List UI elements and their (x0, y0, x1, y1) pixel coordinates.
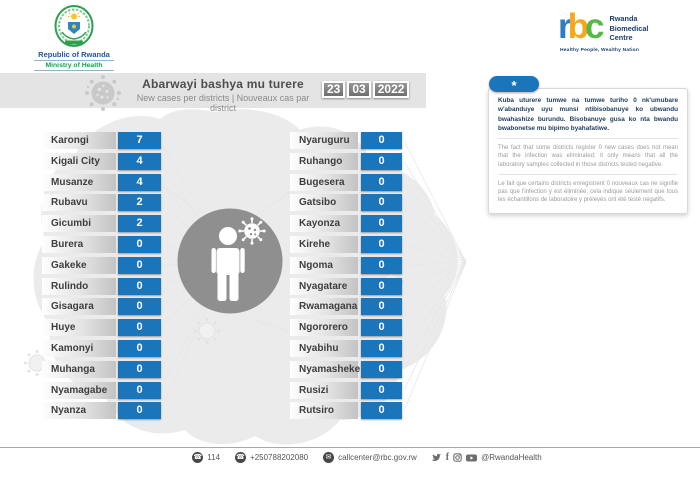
district-row (42, 340, 161, 357)
district-new-cases: 0 (118, 319, 161, 336)
district-row (290, 257, 402, 274)
district-row (290, 194, 402, 211)
district-name: Musanze (42, 174, 116, 191)
instagram-icon (453, 453, 462, 462)
person-head (219, 227, 237, 245)
phone-contact (235, 452, 308, 463)
district-row (290, 402, 402, 419)
rbc-name: Rwanda Biomedical Centre (609, 14, 649, 42)
district-name: Nyamasheke (290, 361, 358, 378)
district-row (290, 298, 402, 315)
district-new-cases: 0 (118, 236, 161, 253)
district-name: Rusizi (290, 382, 358, 399)
notice-text-kinyarwanda: Kuba uturere tumwe na tumwe turiho 0 nk'umubare w'abanduye uyu munsi ntibisobanuye ko ubwandu bwahashize burundu. Bisobanuye gusa ko nta bwandu bwabonetse mu bipimo byahafatiwe. (498, 97, 678, 132)
email-contact (323, 452, 417, 463)
person-leg (218, 273, 227, 301)
district-name: Nyaruguru (290, 132, 358, 149)
district-name: Ngororero (290, 319, 358, 336)
district-name: Kamonyi (42, 340, 116, 357)
district-row (290, 236, 402, 253)
district-new-cases: 0 (361, 236, 402, 253)
district-name: Rutsiro (290, 402, 358, 419)
district-row (42, 194, 161, 211)
district-new-cases: 0 (361, 361, 402, 378)
person-leg (230, 273, 239, 301)
rbc-letters: rbc (558, 7, 601, 46)
ministry-logo-block (18, 5, 130, 71)
hotline-number: 114 (207, 453, 221, 462)
footer-contacts (0, 452, 700, 463)
virus-icon (238, 217, 265, 244)
district-row (290, 319, 402, 336)
date-year: 2022 (373, 81, 410, 98)
district-row (290, 174, 402, 191)
district-new-cases: 0 (361, 174, 402, 191)
district-name: Burera (42, 236, 116, 253)
phone-icon: ☎ (193, 454, 203, 461)
district-name: Karongi (42, 132, 116, 149)
phone-number: +250788202080 (250, 453, 309, 462)
footer-divider (0, 447, 700, 448)
district-name: Nyanza (42, 402, 116, 419)
district-row (42, 319, 161, 336)
district-new-cases: 4 (118, 153, 161, 170)
district-new-cases: 0 (361, 298, 402, 315)
youtube-icon (466, 454, 477, 462)
district-name: Kirehe (290, 236, 358, 253)
district-row (290, 215, 402, 232)
person-virus-graphic (178, 209, 283, 314)
notice-box (488, 78, 688, 214)
district-name: Gakeke (42, 257, 116, 274)
district-row (42, 382, 161, 399)
district-column-right (290, 132, 402, 423)
district-name: Ngoma (290, 257, 358, 274)
district-new-cases: 0 (361, 132, 402, 149)
district-name: Gisagara (42, 298, 116, 315)
district-name: Kayonza (290, 215, 358, 232)
district-row (290, 278, 402, 295)
district-new-cases: 2 (118, 194, 161, 211)
person-torso (217, 248, 240, 275)
ministry-label: Ministry of Health (34, 60, 114, 71)
district-new-cases: 0 (361, 382, 402, 399)
twitter-icon (432, 453, 442, 462)
district-row (42, 174, 161, 191)
district-new-cases: 0 (118, 402, 161, 419)
district-name: Nyamagabe (42, 382, 116, 399)
district-new-cases: 0 (118, 340, 161, 357)
district-new-cases: 0 (118, 278, 161, 295)
virus-watermark-banner-icon (80, 70, 126, 116)
district-name: Kigali City (42, 153, 116, 170)
district-row (42, 153, 161, 170)
divider (498, 138, 678, 139)
district-new-cases: 0 (361, 194, 402, 211)
email-address: callcenter@rbc.gov.rw (338, 453, 417, 462)
district-new-cases: 0 (361, 340, 402, 357)
date-month: 03 (347, 81, 370, 98)
district-name: Rubavu (42, 194, 116, 211)
banner-text (128, 77, 318, 113)
notice-text-french: Le fait que certains districts enregistrent 0 nouveaux cas ne signifie pas que l'infection y est éliminée; cela indique seulement que tous les échantillons de laboratoire y prélevés ont été testé négatifs. (498, 180, 678, 204)
district-new-cases: 4 (118, 174, 161, 191)
district-new-cases: 0 (361, 319, 402, 336)
district-new-cases: 0 (361, 215, 402, 232)
district-name: Nyabihu (290, 340, 358, 357)
district-new-cases: 7 (118, 132, 161, 149)
district-new-cases: 0 (118, 257, 161, 274)
date-day: 23 (322, 81, 345, 98)
district-new-cases: 0 (361, 153, 402, 170)
phone-icon: ☎ (236, 454, 245, 461)
district-name: Muhanga (42, 361, 116, 378)
district-new-cases: 2 (118, 215, 161, 232)
district-new-cases: 0 (361, 402, 402, 419)
district-new-cases: 0 (361, 257, 402, 274)
hotline-contact (192, 452, 220, 463)
district-row (290, 153, 402, 170)
district-name: Ruhango (290, 153, 358, 170)
district-name: Bugesera (290, 174, 358, 191)
report-date (322, 81, 409, 98)
district-row (290, 132, 402, 149)
facebook-icon: f (445, 452, 450, 463)
district-row (290, 382, 402, 399)
social-icons (432, 453, 477, 462)
district-row (42, 278, 161, 295)
district-name: Gicumbi (42, 215, 116, 232)
notice-text-english: The fact that some districts register 0 new cases does not mean that the infection was eliminated; it only means that all the laboratory samples collected in those districts tested negative. (498, 145, 678, 168)
district-row (42, 215, 161, 232)
district-name: Nyagatare (290, 278, 358, 295)
rbc-logo (558, 7, 649, 46)
social-contact (432, 453, 542, 462)
district-row (290, 361, 402, 378)
rwanda-coat-of-arms (54, 5, 94, 49)
district-row (42, 298, 161, 315)
district-name: Huye (42, 319, 116, 336)
district-row (42, 236, 161, 253)
district-row (42, 402, 161, 419)
district-new-cases: 0 (361, 278, 402, 295)
district-row (42, 132, 161, 149)
page-subtitle: New cases per districts | Nouveaux cas par district (136, 93, 310, 113)
email-icon: ✉ (323, 452, 334, 463)
notice-tab: * (489, 76, 539, 92)
republic-label: Republic of Rwanda (38, 50, 110, 59)
district-row (42, 361, 161, 378)
district-column-left (42, 132, 161, 423)
district-new-cases: 0 (118, 382, 161, 399)
district-row (290, 340, 402, 357)
district-name: Gatsibo (290, 194, 358, 211)
district-name: Rulindo (42, 278, 116, 295)
district-row (42, 257, 161, 274)
page-title: Abarwayi bashya mu turere (142, 77, 304, 91)
rbc-tagline: Healthy People, Wealthy Nation (560, 48, 640, 53)
social-handle: @RwandaHealth (481, 453, 542, 462)
district-new-cases: 0 (118, 298, 161, 315)
district-name: Rwamagana (290, 298, 358, 315)
divider (498, 174, 678, 175)
district-new-cases: 0 (118, 361, 161, 378)
